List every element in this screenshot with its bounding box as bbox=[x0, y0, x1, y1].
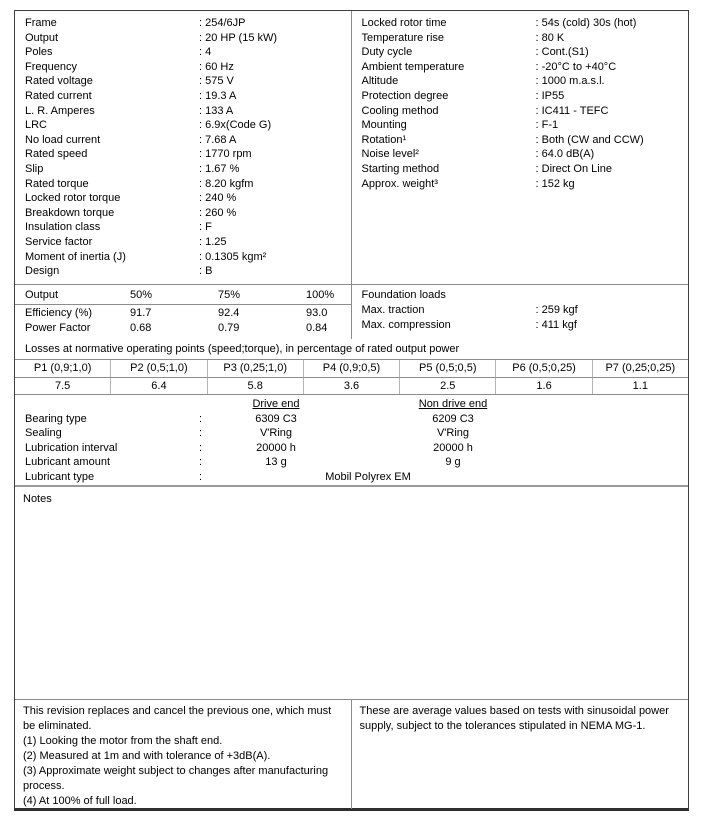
losses-header-cell: P5 (0,5;0,5) bbox=[400, 360, 496, 377]
bearing-nondrive-value: V'Ring bbox=[436, 427, 470, 440]
spec-label: Noise level² bbox=[361, 148, 419, 161]
spec-value: : Both (CW and CCW) bbox=[536, 133, 644, 148]
foundation-label: Max. compression bbox=[361, 318, 451, 331]
bearing-row bbox=[15, 455, 688, 470]
spec-label: Moment of inertia (J) bbox=[25, 250, 126, 263]
lubricant-type-value: Mobil Polyrex EM bbox=[325, 470, 411, 483]
spec-value: : Cont.(S1) bbox=[536, 45, 589, 60]
bearing-row bbox=[15, 412, 688, 427]
performance-value-50: 0.68 bbox=[130, 321, 152, 334]
bearing-nondrive-value: 20000 h bbox=[433, 441, 473, 454]
spec-row bbox=[15, 74, 351, 89]
performance-header-100: 100% bbox=[306, 289, 335, 301]
bearing-label: Bearing type bbox=[25, 412, 87, 425]
specs-section bbox=[15, 11, 688, 285]
spec-value: : 240 % bbox=[199, 191, 236, 206]
performance-rows bbox=[15, 305, 351, 335]
losses-value-cell: 7.5 bbox=[15, 378, 111, 394]
losses-value-cell: 1.1 bbox=[632, 380, 648, 392]
spec-value: : 152 kg bbox=[536, 177, 575, 192]
datasheet-table bbox=[14, 10, 689, 811]
spec-label: Rated voltage bbox=[25, 75, 93, 88]
bearings-section bbox=[15, 395, 688, 487]
performance-row-label: Power Factor bbox=[25, 321, 91, 334]
spec-row bbox=[15, 220, 351, 235]
spec-row bbox=[15, 89, 351, 104]
performance-value-50: 91.7 bbox=[130, 307, 152, 319]
performance-value-75: 0.79 bbox=[218, 321, 240, 334]
spec-label: Duty cycle bbox=[361, 46, 413, 59]
spec-row bbox=[15, 45, 351, 60]
spec-label: Starting method bbox=[361, 162, 440, 175]
spec-label: L. R. Amperes bbox=[25, 104, 95, 117]
losses-header-cell: P7 (0,25;0,25) bbox=[605, 362, 676, 374]
spec-row bbox=[15, 235, 351, 250]
losses-header-cell: P2 (0,5;1,0) bbox=[111, 360, 207, 377]
losses-value-cell: 3.6 bbox=[304, 378, 400, 394]
spec-row bbox=[352, 104, 689, 119]
spec-value: : 4 bbox=[199, 45, 211, 60]
spec-value: : IC411 - TEFC bbox=[536, 104, 609, 119]
lubricant-type-row bbox=[15, 470, 688, 485]
performance-row bbox=[15, 321, 351, 336]
spec-label: Rated torque bbox=[25, 177, 89, 190]
spec-value: : 254/6JP bbox=[199, 16, 246, 31]
spec-row bbox=[15, 206, 351, 221]
spec-label: Frequency bbox=[25, 60, 77, 73]
spec-label: Cooling method bbox=[361, 104, 439, 117]
notes-section bbox=[15, 487, 688, 700]
spec-value: : F bbox=[199, 220, 212, 235]
footer-note-line: (1) Looking the motor from the shaft end. bbox=[23, 735, 223, 747]
spec-row bbox=[15, 264, 351, 279]
bearings-header-spacer bbox=[199, 397, 213, 412]
spec-row bbox=[352, 45, 689, 60]
losses-header-cell: P4 (0,9;0,5) bbox=[304, 360, 400, 377]
bearing-row bbox=[15, 441, 688, 456]
footer-right bbox=[352, 700, 689, 809]
bearing-nondrive-value: 6209 C3 bbox=[432, 412, 474, 425]
spec-row bbox=[352, 89, 689, 104]
spec-row bbox=[352, 16, 689, 31]
spec-value: : 133 A bbox=[199, 104, 233, 119]
footer-left bbox=[15, 700, 352, 809]
performance-section bbox=[15, 285, 688, 339]
spec-label: LRC bbox=[25, 119, 48, 132]
bearing-drive-value: 6309 C3 bbox=[255, 412, 297, 425]
lubricant-type-label: Lubricant type bbox=[25, 470, 95, 483]
bearing-rows bbox=[15, 412, 688, 470]
losses-value-row bbox=[15, 378, 688, 395]
performance-row bbox=[15, 306, 351, 321]
spec-row bbox=[352, 147, 689, 162]
spec-value: : 60 Hz bbox=[199, 60, 234, 75]
footer-tolerance-text: These are average values based on tests with sinusoidal power supply, subject to the tolerances stipulated in NEMA MG-1. bbox=[359, 705, 669, 732]
spec-value: : 1000 m.a.s.l. bbox=[536, 74, 605, 89]
spec-row bbox=[15, 177, 351, 192]
spec-row bbox=[352, 118, 689, 133]
losses-title: Losses at normative operating points (speed;torque), in percentage of rated output power bbox=[15, 339, 688, 360]
bearing-label: Sealing bbox=[25, 427, 62, 440]
spec-label: Poles bbox=[25, 46, 53, 59]
losses-header-cell: P1 (0,9;1,0) bbox=[15, 360, 111, 377]
spec-row bbox=[352, 31, 689, 46]
performance-header-row bbox=[15, 285, 351, 305]
spec-label: Insulation class bbox=[25, 221, 101, 234]
bearing-colon bbox=[199, 412, 213, 427]
spec-row bbox=[15, 60, 351, 75]
losses-header-cell: P3 (0,25;1,0) bbox=[208, 360, 304, 377]
spec-row bbox=[352, 74, 689, 89]
spec-value: : 8.20 kgfm bbox=[199, 177, 253, 192]
spec-label: Slip bbox=[25, 162, 44, 175]
spec-row bbox=[15, 191, 351, 206]
spec-label: Service factor bbox=[25, 235, 93, 248]
losses-header-row bbox=[15, 360, 688, 378]
spec-label: Approx. weight³ bbox=[361, 177, 438, 190]
bearing-drive-value: V'Ring bbox=[259, 427, 293, 440]
performance-value-100: 93.0 bbox=[306, 307, 328, 319]
foundation-value: : 411 kgf bbox=[536, 318, 577, 333]
losses-value-cell: 6.4 bbox=[111, 378, 207, 394]
spec-label: Altitude bbox=[361, 75, 399, 88]
footer-note-line: (3) Approximate weight subject to changes after manufacturing process. bbox=[23, 765, 329, 792]
spec-label: Output bbox=[25, 31, 59, 44]
spec-row bbox=[15, 162, 351, 177]
spec-value: : 80 K bbox=[536, 31, 565, 46]
foundation-loads bbox=[352, 285, 689, 339]
spec-value: : F-1 bbox=[536, 118, 559, 133]
non-drive-end-header: Non drive end bbox=[418, 398, 488, 410]
foundation-loads-title: Foundation loads bbox=[361, 289, 446, 301]
notes-label: Notes bbox=[23, 493, 52, 505]
foundation-row bbox=[352, 303, 689, 318]
spec-value: : 20 HP (15 kW) bbox=[199, 31, 277, 46]
foundation-label: Max. traction bbox=[361, 304, 425, 316]
spec-value: : 1.67 % bbox=[199, 162, 239, 177]
footer-section bbox=[15, 700, 688, 809]
spec-row bbox=[352, 133, 689, 148]
losses-value-cell: 1.6 bbox=[496, 378, 592, 394]
bearing-label: Lubricant amount bbox=[25, 456, 110, 469]
bearing-colon bbox=[199, 441, 213, 456]
spec-value: : B bbox=[199, 264, 212, 279]
spec-label: Rated speed bbox=[25, 148, 88, 161]
spec-value: : 64.0 dB(A) bbox=[536, 147, 595, 162]
spec-value: : -20°C to +40°C bbox=[536, 60, 617, 75]
spec-row bbox=[15, 147, 351, 162]
footer-note-line: (4) At 100% of full load. bbox=[23, 795, 137, 807]
foundation-rows bbox=[352, 303, 689, 332]
losses-section bbox=[15, 339, 688, 395]
performance-header-output: Output bbox=[25, 289, 59, 301]
spec-label: Locked rotor time bbox=[361, 17, 447, 29]
spec-value: : 0.1305 kgm² bbox=[199, 250, 266, 265]
spec-value: : 575 V bbox=[199, 74, 234, 89]
foundation-value: : 259 kgf bbox=[536, 303, 578, 318]
specs-column-right bbox=[352, 11, 689, 284]
spec-value: : 260 % bbox=[199, 206, 236, 221]
foundation-row bbox=[352, 318, 689, 333]
performance-header-75: 75% bbox=[218, 289, 241, 301]
bearing-label: Lubrication interval bbox=[25, 441, 118, 454]
bearing-colon bbox=[199, 426, 213, 441]
spec-value: : 7.68 A bbox=[199, 133, 236, 148]
spec-label: Rated current bbox=[25, 89, 92, 102]
losses-value-cell: 5.8 bbox=[208, 378, 304, 394]
footer-note-line: (2) Measured at 1m and with tolerance of +3dB(A). bbox=[23, 750, 271, 762]
performance-header-50: 50% bbox=[130, 289, 153, 301]
spec-row bbox=[15, 104, 351, 119]
specs-column-left bbox=[15, 11, 352, 284]
spec-row bbox=[352, 162, 689, 177]
spec-value: : 6.9x(Code G) bbox=[199, 118, 271, 133]
spec-value: : 1770 rpm bbox=[199, 147, 252, 162]
spec-row bbox=[15, 133, 351, 148]
bearing-colon bbox=[199, 470, 213, 485]
spec-label: Design bbox=[25, 265, 60, 278]
bearing-row bbox=[15, 426, 688, 441]
spec-label: Breakdown torque bbox=[25, 206, 115, 219]
spec-value: : Direct On Line bbox=[536, 162, 612, 177]
spec-label: Frame bbox=[25, 17, 57, 29]
performance-table bbox=[15, 285, 352, 339]
spec-label: Locked rotor torque bbox=[25, 192, 121, 205]
footer-note-line: This revision replaces and cancel the previous one, which must be eliminated. bbox=[23, 705, 332, 732]
spec-row bbox=[15, 16, 351, 31]
losses-value-cell: 2.5 bbox=[400, 378, 496, 394]
spec-value: : 1.25 bbox=[199, 235, 227, 250]
spec-row bbox=[15, 250, 351, 265]
bearing-nondrive-value: 9 g bbox=[445, 456, 461, 469]
bearing-colon bbox=[199, 455, 213, 470]
drive-end-header: Drive end bbox=[252, 398, 300, 410]
performance-value-75: 92.4 bbox=[218, 307, 240, 319]
spec-label: Temperature rise bbox=[361, 31, 445, 44]
drive-end-header-cell bbox=[213, 397, 339, 412]
spec-label: No load current bbox=[25, 133, 101, 146]
spec-row bbox=[15, 118, 351, 133]
spec-row bbox=[352, 60, 689, 75]
spec-label: Ambient temperature bbox=[361, 60, 465, 73]
spec-label: Mounting bbox=[361, 119, 407, 132]
spec-value: : IP55 bbox=[536, 89, 565, 104]
losses-header-cell: P6 (0,5;0,25) bbox=[496, 360, 592, 377]
bearing-drive-value: 13 g bbox=[265, 456, 287, 469]
spec-row bbox=[352, 177, 689, 192]
performance-value-100: 0.84 bbox=[306, 321, 328, 334]
spec-value: : 54s (cold) 30s (hot) bbox=[536, 16, 637, 31]
spec-label: Rotation¹ bbox=[361, 133, 407, 146]
performance-row-label: Efficiency (%) bbox=[25, 307, 93, 319]
spec-label: Protection degree bbox=[361, 89, 449, 102]
bearings-header-row bbox=[15, 397, 688, 412]
non-drive-end-header-cell bbox=[339, 397, 567, 412]
spec-row bbox=[15, 31, 351, 46]
bearings-header-spacer bbox=[15, 397, 199, 412]
spec-value: : 19.3 A bbox=[199, 89, 236, 104]
bearing-drive-value: 20000 h bbox=[256, 441, 296, 454]
